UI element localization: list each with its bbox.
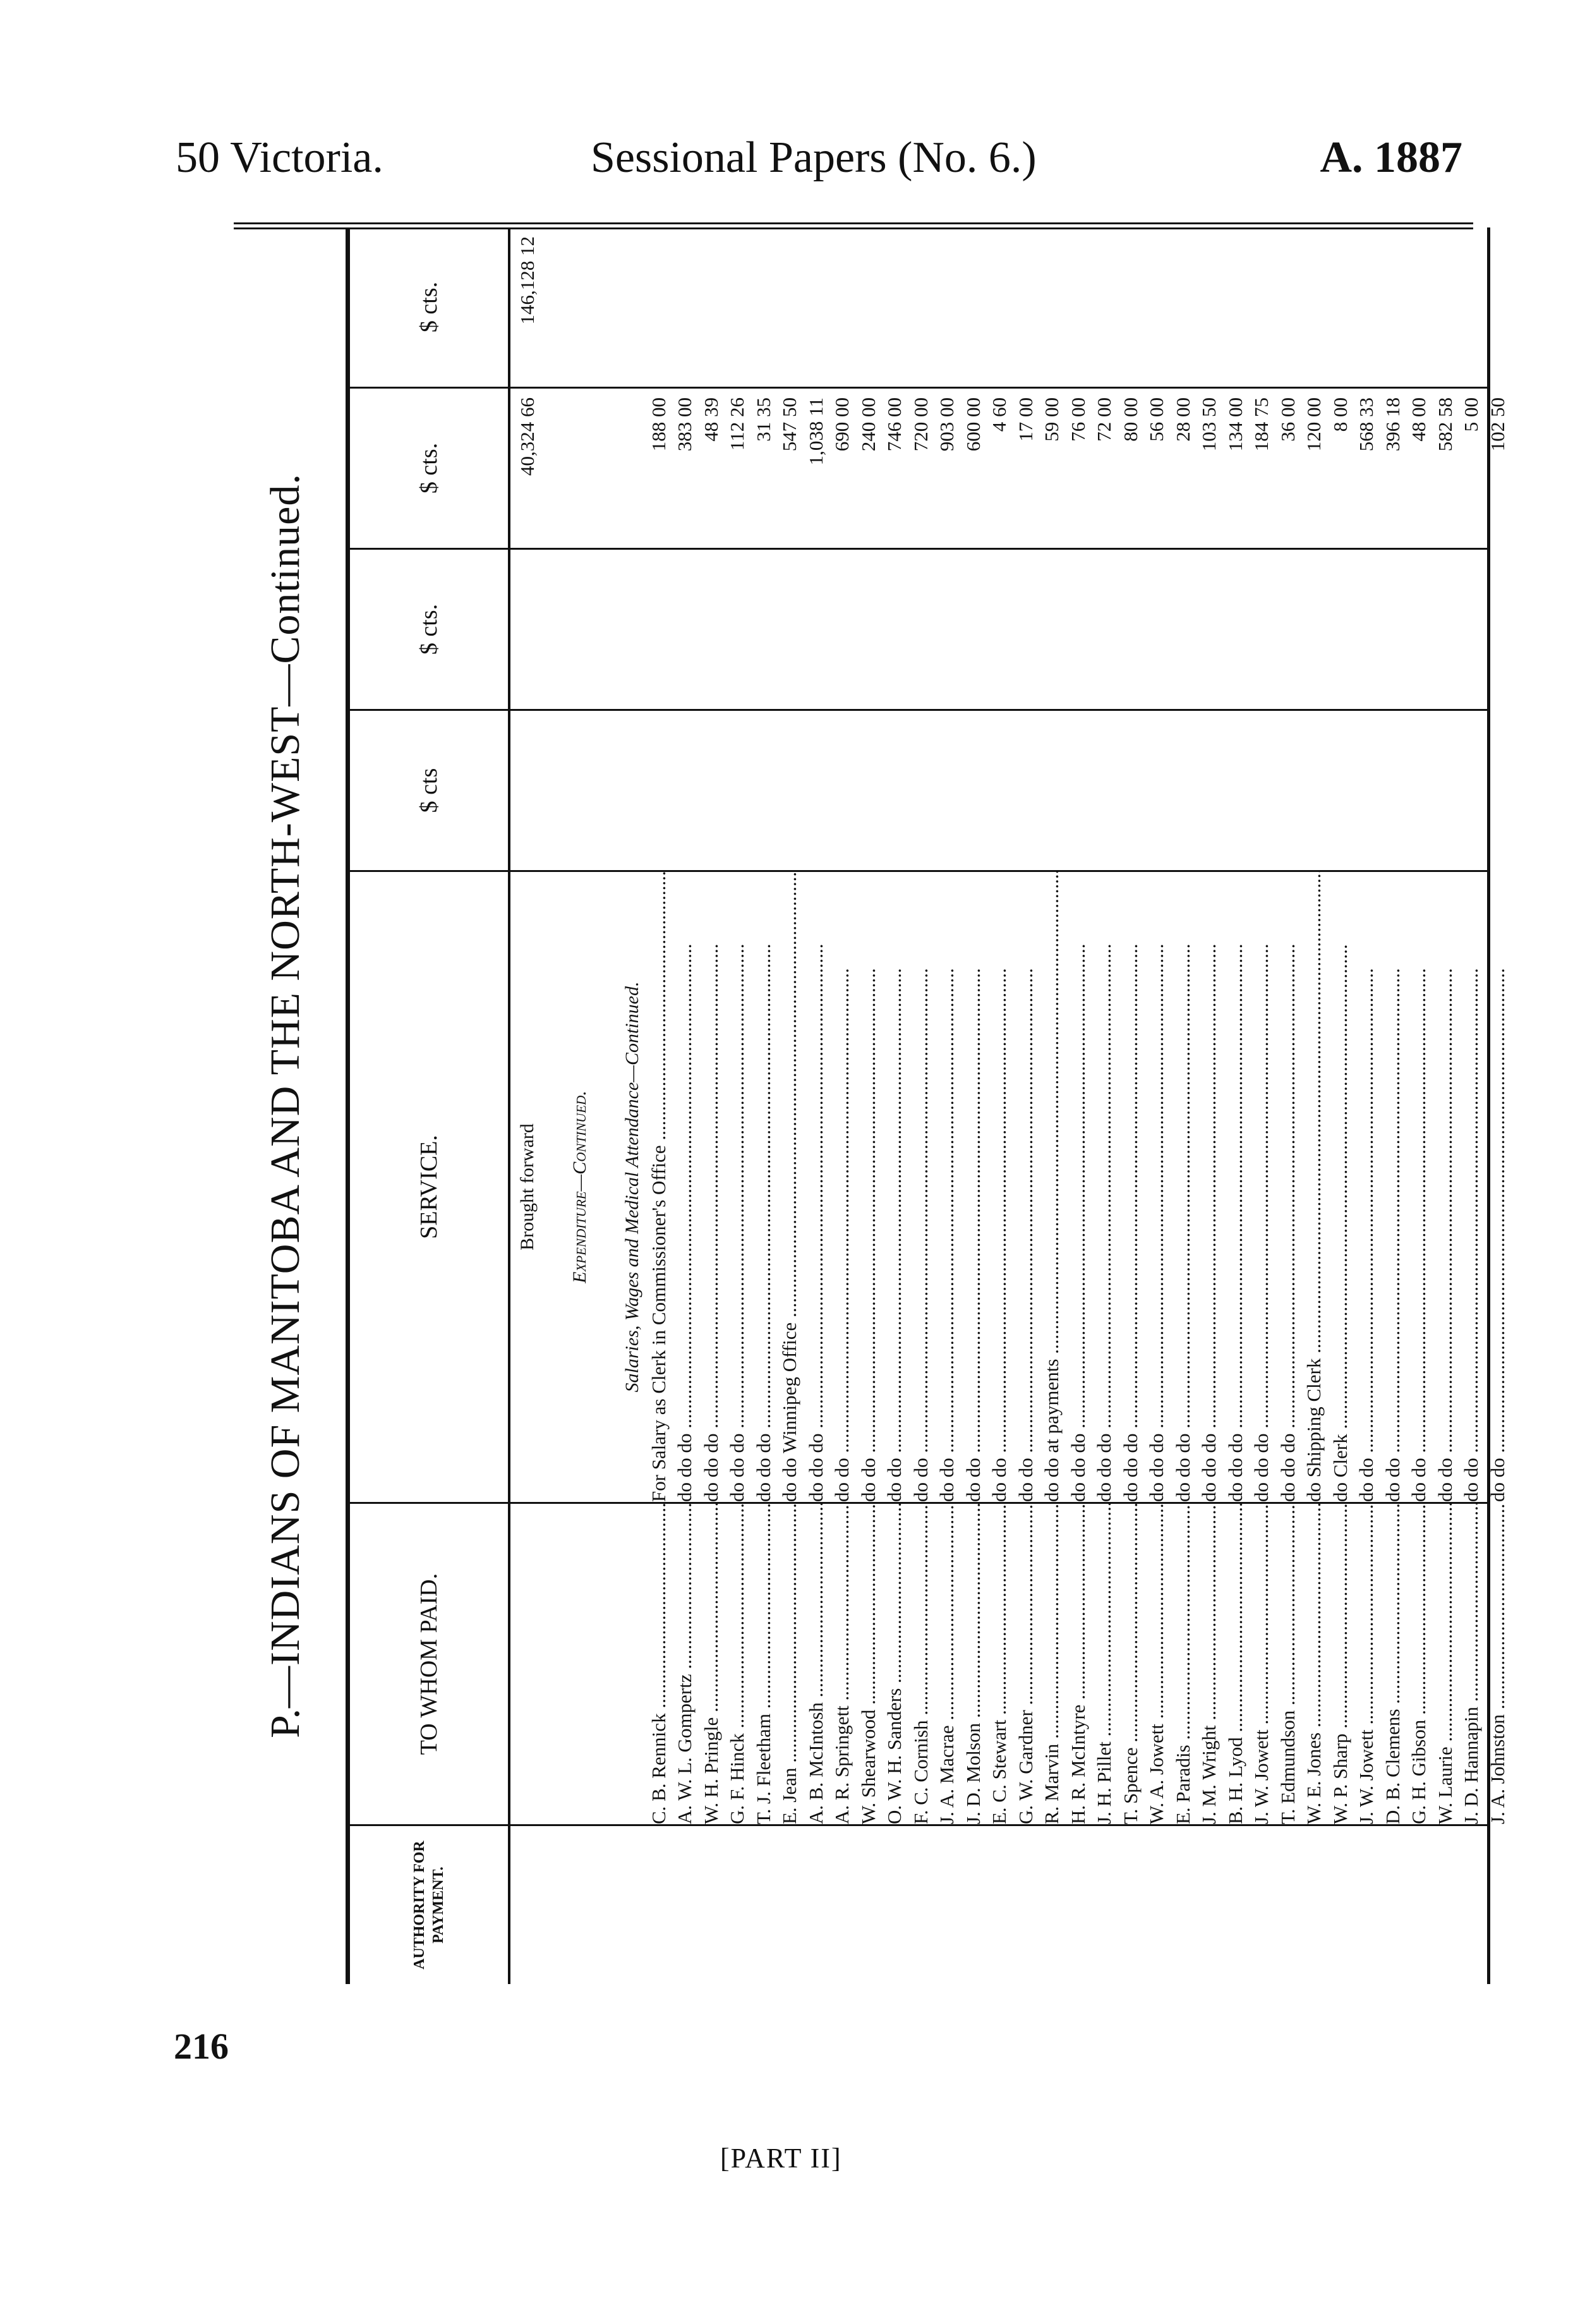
amount-body-4 <box>514 227 541 387</box>
payee-name: J. W. Jowett ..... <box>1353 1504 1380 1824</box>
amount-value: 396 18 <box>1381 397 1404 452</box>
payee-name: J. D. Molson ..... <box>960 1504 987 1824</box>
amount-value: 690 00 <box>831 397 853 452</box>
service-description: do do at payments ..... <box>1039 872 1065 1502</box>
service-description: do do do ..... <box>724 872 750 1502</box>
service-description: do Clerk ..... <box>1327 872 1354 1502</box>
amount-header-1: $ cts <box>350 711 510 870</box>
brought-forward-m4: 146,128 12 <box>516 236 538 325</box>
amount-value: 31 35 <box>752 397 774 442</box>
payee-name: J. A. Macrae ..... <box>934 1504 960 1824</box>
payee-name: A. B. McIntosh ..... <box>803 1504 829 1824</box>
service-description: do do do ..... <box>1091 872 1118 1502</box>
authority-column <box>350 1826 1487 1984</box>
payee-name: T. Spence ..... <box>1118 1504 1144 1824</box>
service-description: do do ..... <box>1406 872 1432 1502</box>
authority-header: AUTHORITY FOR PAYMENT. <box>350 1826 510 1984</box>
amount-value: 48 00 <box>1407 397 1430 442</box>
amount-header-3: $ cts. <box>350 389 510 548</box>
amount-value: 76 00 <box>1066 397 1089 442</box>
payee-name: W. E. Jones ..... <box>1301 1504 1327 1824</box>
service-description: do do do ..... <box>1170 872 1196 1502</box>
service-description: do do ..... <box>1432 872 1459 1502</box>
service-description: do do ..... <box>934 872 960 1502</box>
payee-name: J. H. Pillet ..... <box>1091 1504 1118 1824</box>
amount-value: 102 50 <box>1486 397 1509 452</box>
amount-value: 1,038 11 <box>804 397 827 466</box>
amount-value: 120 00 <box>1303 397 1325 452</box>
service-description: do do ..... <box>908 872 934 1502</box>
service-description: do do ..... <box>1458 872 1485 1502</box>
payee-name: W. P. Sharp ..... <box>1327 1504 1354 1824</box>
to-whom-paid-column <box>350 1504 1509 1826</box>
section-title: Expenditure—Continued. <box>569 1091 590 1283</box>
header-title: Sessional Papers (No. 6.) <box>591 133 1037 182</box>
service-description: do do ..... <box>986 872 1013 1502</box>
amount-value: 103 50 <box>1198 397 1220 452</box>
header-rule <box>234 222 1473 224</box>
service-description: do do do ..... <box>1196 872 1222 1502</box>
payee-name: G. W. Gardner ..... <box>1013 1504 1039 1824</box>
amount-value: 600 00 <box>961 397 984 452</box>
part-label: [PART II] <box>720 2143 842 2174</box>
service-header: SERVICE. <box>350 872 510 1502</box>
amount-value: 720 00 <box>909 397 932 452</box>
to-whom-paid-header: TO WHOM PAID. <box>350 1504 510 1824</box>
payee-name: W. H. Pringle ..... <box>698 1504 725 1824</box>
amount-column-4 <box>350 227 1487 389</box>
brought-forward-m3: 40,324 66 <box>516 397 538 476</box>
rotated-table-region <box>235 227 1509 1984</box>
service-description: do do ..... <box>1353 872 1380 1502</box>
amount-value: 184 75 <box>1250 397 1272 452</box>
page-number: 216 <box>174 2026 229 2067</box>
payee-name: H. R. McIntyre ..... <box>1065 1504 1092 1824</box>
service-description: do do ..... <box>1380 872 1406 1502</box>
payee-name: F. C. Cornish ..... <box>908 1504 934 1824</box>
amount-value: 5 00 <box>1460 397 1482 432</box>
service-description: For Salary as Clerk in Commissioner's Office ..... <box>646 872 672 1502</box>
amount-value: 8 00 <box>1329 397 1351 432</box>
amount-value: 59 00 <box>1040 397 1063 442</box>
service-description: do do do ..... <box>1222 872 1249 1502</box>
payee-name: W. A. Jowett ..... <box>1143 1504 1170 1824</box>
payee-name: A. W. L. Gompertz ..... <box>672 1504 698 1824</box>
brought-forward-label: Brought forward <box>517 1123 538 1250</box>
payee-name: E. C. Stewart ..... <box>986 1504 1013 1824</box>
service-description: do do Winnipeg Office ..... <box>776 872 803 1502</box>
payee-name: G. H. Gibson ..... <box>1406 1504 1432 1824</box>
payee-name: W. Laurie ..... <box>1432 1504 1459 1824</box>
amount-column-3 <box>350 389 1509 550</box>
amount-header-4: $ cts. <box>350 227 510 387</box>
payee-name: W. Shearwood ..... <box>855 1504 882 1824</box>
payee-name: T. J. Fleetham ..... <box>750 1504 777 1824</box>
amount-value: 48 39 <box>699 397 722 442</box>
payee-name: A. R. Springett ..... <box>829 1504 855 1824</box>
amount-value: 240 00 <box>857 397 879 452</box>
expenditure-table <box>346 227 1509 1984</box>
service-description: do do ..... <box>1013 872 1039 1502</box>
payee-name: R. Marvin ..... <box>1039 1504 1065 1824</box>
service-description: do do do ..... <box>698 872 725 1502</box>
service-description: do do ..... <box>855 872 882 1502</box>
amount-value: 112 26 <box>726 397 748 451</box>
amount-value: 56 00 <box>1145 397 1167 442</box>
amount-value: 72 00 <box>1093 397 1115 442</box>
amount-value: 17 00 <box>1014 397 1037 442</box>
payee-name: G. F. Hinck ..... <box>724 1504 750 1824</box>
service-description: do do ..... <box>829 872 855 1502</box>
payee-name: C. B. Rennick ..... <box>646 1504 672 1824</box>
amount-body-3 <box>514 389 1510 548</box>
service-description: do do ..... <box>960 872 987 1502</box>
service-description: do do do ..... <box>1248 872 1275 1502</box>
service-description: do do ..... <box>881 872 908 1502</box>
amount-value: 134 00 <box>1224 397 1246 452</box>
amount-header-2: $ cts. <box>350 550 510 709</box>
payee-name: B. H. Lyod ..... <box>1222 1504 1249 1824</box>
amount-value: 746 00 <box>883 397 905 452</box>
service-description: do do ..... <box>1485 872 1511 1502</box>
amount-value: 568 33 <box>1355 397 1377 452</box>
payee-name: J. W. Jowett ..... <box>1248 1504 1275 1824</box>
amount-value: 28 00 <box>1171 397 1194 442</box>
amount-value: 80 00 <box>1119 397 1142 442</box>
service-description: do do do ..... <box>1143 872 1170 1502</box>
amount-value: 903 00 <box>936 397 958 452</box>
payee-name: T. Edmundson ..... <box>1275 1504 1301 1824</box>
amount-value: 383 00 <box>673 397 696 452</box>
amount-value: 36 00 <box>1276 397 1299 442</box>
payee-name: E. Paradis ..... <box>1170 1504 1196 1824</box>
header-session: 50 Victoria. <box>176 133 383 182</box>
amount-value: 188 00 <box>647 397 670 452</box>
amount-value: 4 60 <box>988 397 1010 432</box>
payee-name: J. D. Hannapin ..... <box>1458 1504 1485 1824</box>
payee-name: D. B. Clemens ..... <box>1380 1504 1406 1824</box>
service-description: do Shipping Clerk ..... <box>1301 872 1327 1502</box>
service-body <box>514 872 1510 1502</box>
payee-name: O. W. H. Sanders ..... <box>881 1504 908 1824</box>
amount-column-1 <box>350 711 1487 872</box>
subsection-title: Salaries, Wages and Medical Attendance—Continued. <box>622 981 642 1393</box>
payee-name: J. M. Wright ..... <box>1196 1504 1222 1824</box>
payee-name: J. A. Johnston ..... <box>1485 1504 1511 1824</box>
service-description: do do do ..... <box>803 872 829 1502</box>
payee-name: E. Jean ..... <box>776 1504 803 1824</box>
amount-column-2 <box>350 550 1487 711</box>
to-whom-paid-body <box>514 1504 1510 1824</box>
service-description: do do do ..... <box>1275 872 1301 1502</box>
service-description: do do do ..... <box>1065 872 1092 1502</box>
amount-value: 582 58 <box>1433 397 1456 452</box>
service-description: do do do ..... <box>1118 872 1144 1502</box>
table-title: P.—INDIANS OF MANITOBA AND THE NORTH-WEST—Continued. <box>262 473 308 1738</box>
amount-value: 547 50 <box>778 397 800 452</box>
service-description: do do do ..... <box>750 872 777 1502</box>
service-column <box>350 872 1509 1504</box>
service-description: do do do ..... <box>672 872 698 1502</box>
header-year: A. 1887 <box>1320 133 1462 182</box>
